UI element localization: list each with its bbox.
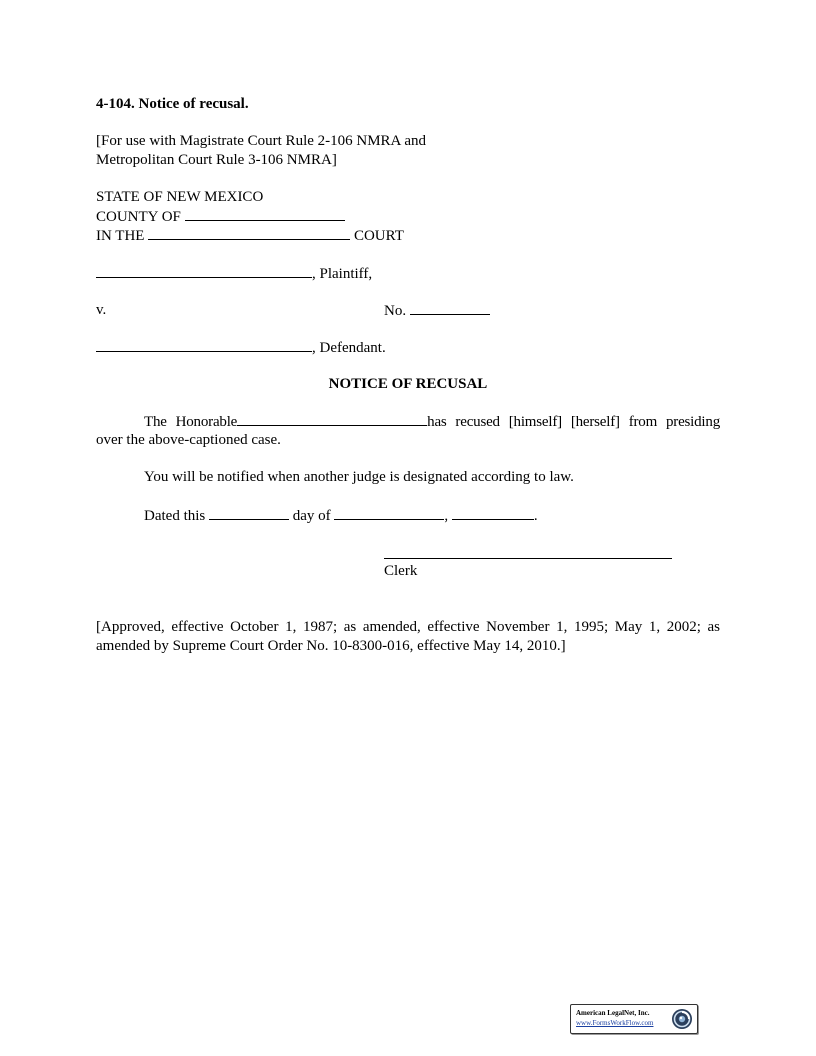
county-line [96, 207, 345, 227]
rule-title: 4-104. Notice of recusal. [96, 96, 249, 112]
defendant-line [96, 338, 386, 358]
court-prefix: IN THE [96, 228, 145, 244]
notice-heading: NOTICE OF RECUSAL [328, 376, 488, 392]
honorable-prefix: The Honorable [144, 414, 238, 430]
plaintiff-label: , Plaintiff, [312, 266, 373, 282]
court-name-field[interactable] [148, 226, 350, 240]
honorable-suffix: has recused [himself] [herself] from presiding [427, 414, 721, 430]
case-number-label: No. [384, 303, 407, 319]
clerk-signature-line[interactable] [384, 558, 672, 559]
plaintiff-line [96, 264, 372, 284]
court-line [96, 226, 404, 246]
logo-url-link[interactable]: www.FormsWorkFlow.com [576, 1019, 654, 1027]
approval-line-2: amended by Supreme Court Order No. 10-8300-016, effective May 14, 2010.] [96, 638, 566, 654]
versus-label: v. [96, 302, 107, 318]
dated-day-label: day of [292, 508, 331, 524]
usage-note-line-1: [For use with Magistrate Court Rule 2-106 NMRA and [96, 133, 426, 149]
court-suffix: COURT [353, 228, 404, 244]
dated-comma: , [444, 508, 449, 524]
honorable-line-2: over the above-captioned case. [96, 432, 281, 448]
county-field[interactable] [185, 207, 345, 221]
dated-day-field[interactable] [209, 506, 289, 520]
plaintiff-field[interactable] [96, 264, 312, 278]
dated-year-field[interactable] [452, 506, 534, 520]
dated-line [144, 506, 538, 526]
globe-swirl-icon [671, 1008, 693, 1030]
state-label: STATE OF NEW MEXICO [96, 189, 264, 205]
judge-name-field[interactable] [237, 412, 427, 426]
defendant-field[interactable] [96, 338, 312, 352]
dated-period: . [533, 508, 538, 524]
case-number-line [384, 301, 490, 321]
dated-prefix: Dated this [144, 508, 206, 524]
usage-note-line-2: Metropolitan Court Rule 3-106 NMRA] [96, 152, 337, 168]
dated-month-field[interactable] [334, 506, 444, 520]
county-label: COUNTY OF [96, 209, 181, 225]
clerk-label: Clerk [384, 563, 418, 579]
honorable-line [96, 412, 720, 432]
case-number-field[interactable] [410, 301, 490, 315]
notify-text: You will be notified when another judge is designated according to law. [144, 469, 574, 485]
american-legalnet-logo[interactable] [570, 1004, 698, 1034]
defendant-label: , Defendant. [312, 340, 386, 356]
logo-company-name: American LegalNet, Inc. [576, 1009, 650, 1017]
approval-line-1: [Approved, effective October 1, 1987; as amended, effective November 1, 1995; May 1, 2002; as [96, 619, 720, 635]
